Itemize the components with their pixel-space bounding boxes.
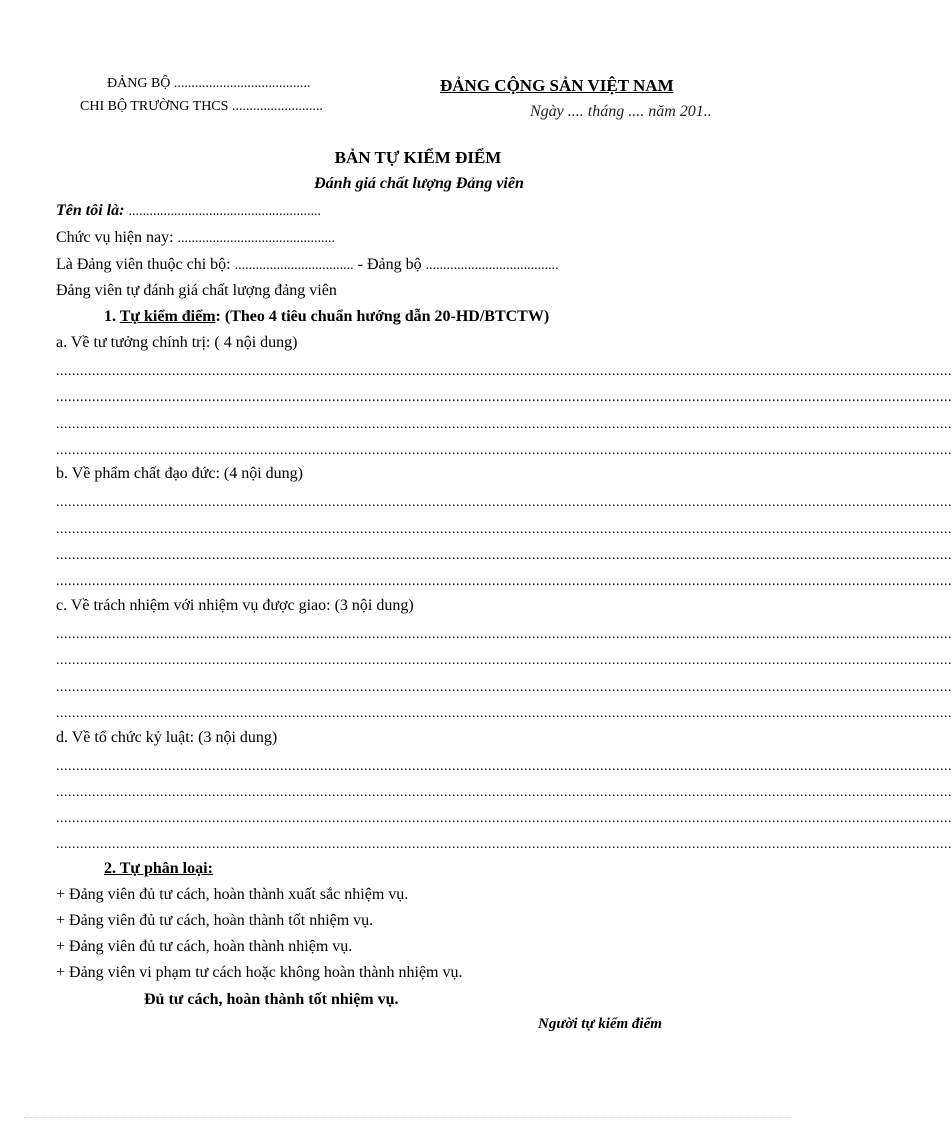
classification-option: + Đảng viên đủ tư cách, hoàn thành nhiệm vụ. xyxy=(56,938,353,955)
answer-line: ................................................................................................................................................................................................................................ xyxy=(56,759,952,774)
answer-line: ................................................................................................................................................................................................................................ xyxy=(56,390,952,405)
answer-line: ................................................................................................................................................................................................................................ xyxy=(56,417,952,432)
answer-line: ................................................................................................................................................................................................................................ xyxy=(56,653,952,668)
classification-option: + Đảng viên vi phạm tư cách hoặc không hoàn thành nhiệm vụ. xyxy=(56,964,463,981)
criterion-b: b. Về phẩm chất đạo đức: (4 nội dung) xyxy=(56,465,303,482)
party-name: ĐẢNG CỘNG SẢN VIỆT NAM xyxy=(440,76,674,95)
answer-line: ................................................................................................................................................................................................................................ xyxy=(56,680,952,695)
branch-field xyxy=(56,256,559,274)
self-assessment-line: Đảng viên tự đánh giá chất lượng đảng viên xyxy=(56,282,337,299)
answer-line: ................................................................................................................................................................................................................................ xyxy=(56,364,952,379)
party-committee-label: ĐẢNG BỘ ....................................... xyxy=(107,76,311,91)
name-label: Tên tôi là: xyxy=(56,202,125,219)
classification-result: Đủ tư cách, hoàn thành tốt nhiệm vụ. xyxy=(144,991,399,1008)
section1-note: : (Theo 4 tiêu chuẩn hướng dẫn 20-HD/BTCTW) xyxy=(215,308,550,325)
committee-dots: ...................................... xyxy=(425,258,559,273)
name-dots: ....................................................... xyxy=(128,204,321,219)
document-subtitle: Đánh giá chất lượng Đảng viên xyxy=(314,175,524,192)
criterion-d: d. Về tổ chức kỷ luật: (3 nội dung) xyxy=(56,729,278,746)
branch-label: CHI BỘ TRƯỜNG THCS .......................... xyxy=(80,99,323,114)
answer-line: ................................................................................................................................................................................................................................ xyxy=(56,548,952,563)
position-dots: ............................................. xyxy=(177,231,336,246)
committee-label: - Đảng bộ xyxy=(357,256,422,273)
branch-membership-label: Là Đảng viên thuộc chi bộ: xyxy=(56,256,231,273)
date-line: Ngày .... tháng .... năm 201.. xyxy=(530,103,712,120)
position-field xyxy=(56,229,335,247)
answer-line: ................................................................................................................................................................................................................................ xyxy=(56,495,952,510)
answer-line: ................................................................................................................................................................................................................................ xyxy=(56,811,952,826)
answer-line: ................................................................................................................................................................................................................................ xyxy=(56,522,952,537)
branch-dots: .................................. xyxy=(234,258,354,273)
criterion-a: a. Về tư tưởng chính trị: ( 4 nội dung) xyxy=(56,334,298,351)
answer-line: ................................................................................................................................................................................................................................ xyxy=(56,443,952,458)
position-label: Chức vụ hiện nay: xyxy=(56,229,174,246)
answer-line: ................................................................................................................................................................................................................................ xyxy=(56,574,952,589)
signer-label: Người tự kiểm điểm xyxy=(538,1016,662,1032)
document-title: BẢN TỰ KIỂM ĐIỂM xyxy=(334,148,502,167)
section1-number: 1. xyxy=(104,308,116,325)
answer-line: ................................................................................................................................................................................................................................ xyxy=(56,785,952,800)
page-bottom-divider xyxy=(24,1117,792,1118)
classification-option: + Đảng viên đủ tư cách, hoàn thành xuất sắc nhiệm vụ. xyxy=(56,886,409,903)
answer-line: ................................................................................................................................................................................................................................ xyxy=(56,627,952,642)
section1-title: Tự kiểm điểm xyxy=(119,308,216,325)
section2-heading: 2. Tự phân loại: xyxy=(104,860,213,877)
section1-heading xyxy=(104,308,549,326)
answer-line: ................................................................................................................................................................................................................................ xyxy=(56,706,952,721)
answer-line: ................................................................................................................................................................................................................................ xyxy=(56,837,952,852)
classification-option: + Đảng viên đủ tư cách, hoàn thành tốt nhiệm vụ. xyxy=(56,912,374,929)
name-field xyxy=(56,202,321,220)
criterion-c: c. Về trách nhiệm với nhiệm vụ được giao: (3 nội dung) xyxy=(56,597,414,614)
